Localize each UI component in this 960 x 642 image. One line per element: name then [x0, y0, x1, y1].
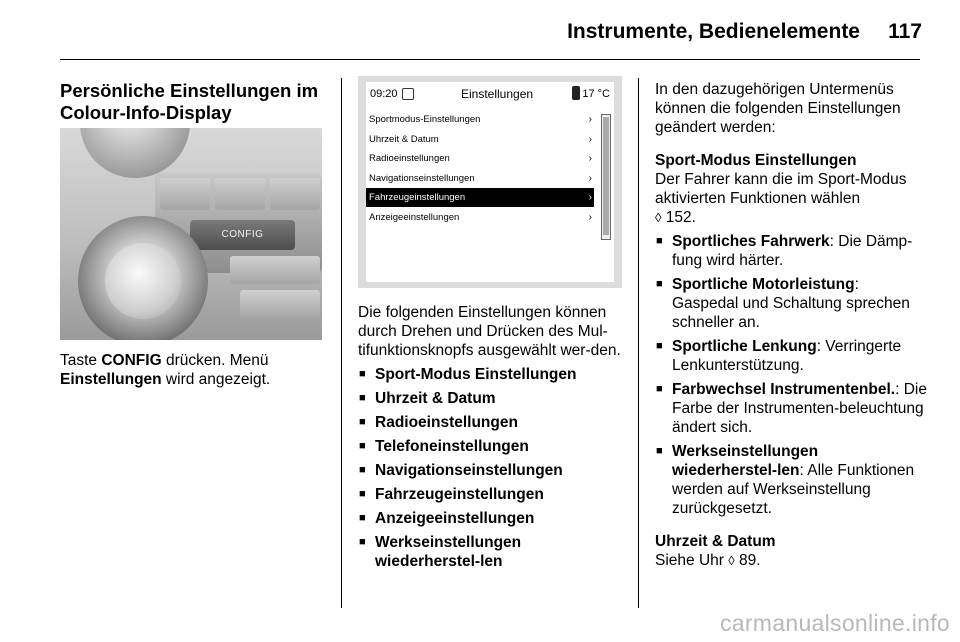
upper-knob [80, 128, 190, 178]
config-button-photo [60, 128, 322, 340]
clock-text: Siehe Uhr ◊ 89. [655, 552, 761, 569]
refresh-icon [402, 88, 414, 100]
multifunction-knob-center [105, 243, 181, 319]
panel-button [215, 178, 265, 210]
page-reference[interactable]: 152. [661, 209, 696, 226]
menu-item-sportmodus[interactable]: Sportmodus-Einstellungen › [366, 110, 594, 129]
display-status-bar [366, 82, 614, 106]
panel-button [230, 256, 320, 284]
display-screenshot [358, 76, 622, 288]
scrollbar-thumb[interactable] [603, 117, 609, 235]
page-reference-icon: ◊ [655, 210, 662, 225]
panel-button [270, 178, 320, 210]
sport-options-list [655, 232, 927, 518]
chevron-right-icon: › [588, 114, 592, 125]
column-1 [60, 80, 330, 124]
sport-mode-title: Sport-Modus Einstellungen [655, 152, 857, 169]
list-item: ■ Navigationseinstellungen [358, 461, 628, 480]
display-menu [366, 110, 594, 227]
settings-intro: Die folgenden Einstellungen können durch Drehen und Drücken des Mul-tifunktionsknopfs ausgewählt wer-den. [358, 304, 621, 359]
column-divider-2 [638, 78, 639, 608]
menu-item-navigation[interactable]: Navigationseinstellungen › [366, 169, 594, 188]
page-reference[interactable]: 89. [734, 552, 761, 569]
page-number: 117 [888, 20, 922, 43]
display-temperature: 17 °C [582, 88, 610, 100]
display-time: 09:20 [370, 88, 398, 100]
config-instruction: Taste CONFIG drücken. Menü Einstellungen wird angezeigt. [60, 352, 271, 388]
phone-icon [572, 86, 580, 100]
chevron-right-icon: › [588, 192, 592, 203]
list-item: ■ Werkseinstellungen wiederherstel-len: Alle Funktionen werden auf Werkseinstellung zurückgesetzt. [655, 442, 927, 518]
list-item: ■ Anzeigeeinstellungen [358, 509, 628, 528]
settings-list [358, 365, 628, 571]
list-item: ■ Sportliche Motorleistung: Gaspedal und Schaltung sprechen schneller an. [655, 275, 927, 332]
panel-button [160, 178, 210, 210]
chevron-right-icon: › [588, 172, 592, 184]
list-item: ■ Radioeinstellungen [358, 413, 628, 432]
list-item: ■ Sportliches Fahrwerk: Die Dämp-fung wird härter. [655, 232, 927, 270]
section-title: Persönliche Einstellungen im Colour-Info-Display [60, 80, 319, 123]
list-item: ■ Fahrzeugeinstellungen [358, 485, 628, 504]
list-item: ■ Farbwechsel Instrumentenbel.: Die Farbe der Instrumenten-beleuchtung ändert sich. [655, 380, 927, 437]
list-item: ■ Sport-Modus Einstellungen [358, 365, 628, 384]
panel-button [240, 290, 320, 318]
menu-item-anzeige[interactable]: Anzeigeeinstellungen › [366, 208, 594, 227]
menu-item-fahrzeug-selected[interactable]: Fahrzeugeinstellungen › [366, 188, 594, 207]
chevron-right-icon: › [588, 133, 592, 145]
column-2 [358, 303, 628, 571]
watermark: carmanualsonline.info [719, 610, 950, 636]
page-header [0, 0, 960, 60]
display-scrollbar[interactable] [601, 114, 611, 240]
column-3 [655, 80, 927, 570]
display-heading: Einstellungen [461, 87, 534, 101]
list-item: ■ Uhrzeit & Datum [358, 389, 628, 408]
config-button-graphic: CONFIG [190, 220, 295, 250]
config-keyword: CONFIG [101, 352, 162, 369]
menu-item-uhrzeit[interactable]: Uhrzeit & Datum › [366, 130, 594, 149]
list-item: ■ Werkseinstellungen wiederherstel-len [358, 533, 628, 571]
list-item: ■ Sportliche Lenkung: Verringerte Lenkunterstützung. [655, 337, 927, 375]
list-item: ■ Telefoneinstellungen [358, 437, 628, 456]
chevron-right-icon: › [588, 211, 592, 223]
einstellungen-keyword: Einstellungen [60, 371, 162, 388]
page-title: Instrumente, Bedienelemente [567, 20, 860, 43]
sport-mode-text: Der Fahrer kann die im Sport-Modus aktivierten Funktionen wählen ◊ 152. [655, 171, 907, 226]
page-reference-icon: ◊ [728, 553, 735, 568]
column-divider-1 [341, 78, 342, 608]
menu-item-radio[interactable]: Radioeinstellungen › [366, 149, 594, 168]
chevron-right-icon: › [588, 153, 592, 164]
clock-title: Uhrzeit & Datum [655, 533, 776, 550]
submenu-intro: In den dazugehörigen Untermenüs können die folgenden Einstellungen geändert werden: [655, 81, 901, 136]
header-rule [60, 59, 920, 60]
